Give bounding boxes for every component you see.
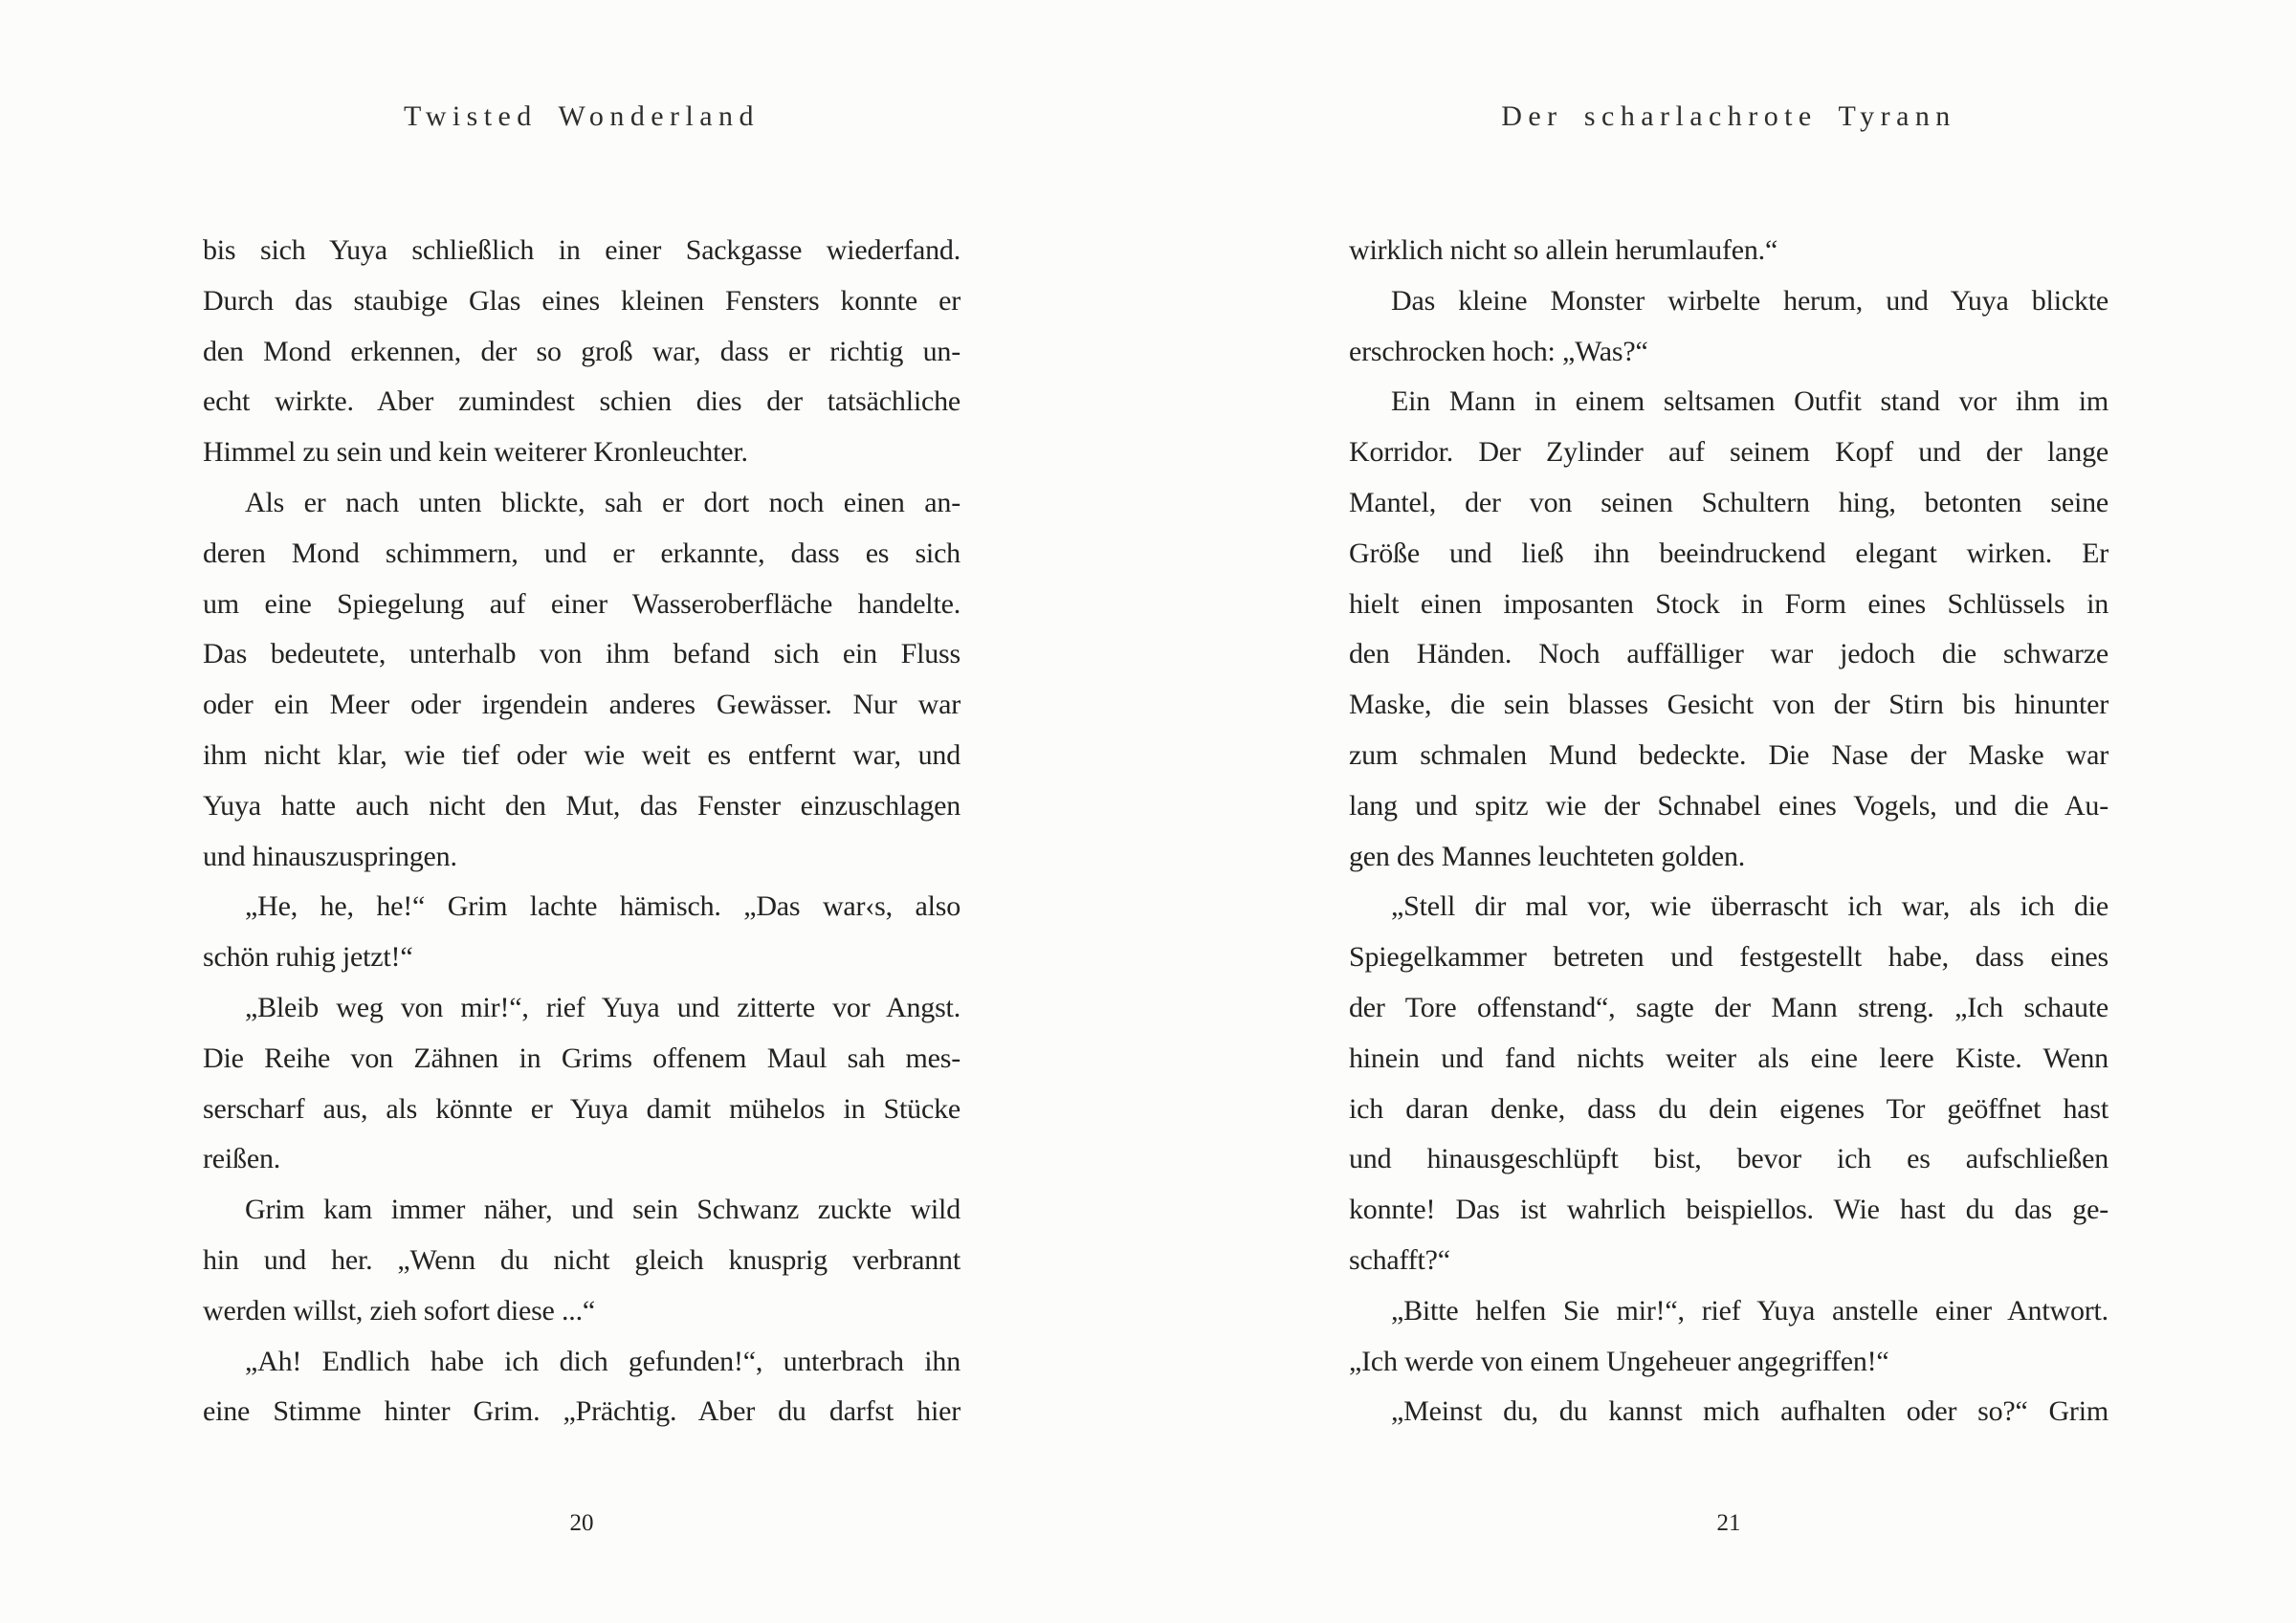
text-line: erschrocken hoch: „Was?“ bbox=[1349, 335, 1648, 367]
text-line: reißen. bbox=[203, 1143, 281, 1175]
text-line: „Bleib weg von mir!“, rief Yuya und zitterte vor Angst. bbox=[245, 991, 960, 1023]
text-line: den Händen. Noch auffälliger war jedoch die schwarze bbox=[1349, 638, 2108, 670]
text-line: Größe und ließ ihn beeindruckend elegant wirken. Er bbox=[1349, 537, 2108, 569]
text-line: Ein Mann in einem seltsamen Outfit stand vor ihm im bbox=[1391, 385, 2108, 418]
text-line: hielt einen imposanten Stock in Form eines Schlüssels in bbox=[1349, 587, 2108, 620]
text-line: Korridor. Der Zylinder auf seinem Kopf und der lange bbox=[1349, 436, 2108, 469]
text-block-left bbox=[203, 226, 960, 1437]
page-number-right: 21 bbox=[1716, 1510, 1741, 1536]
text-line: hinein und fand nichts weiter als eine leere Kiste. Wenn bbox=[1349, 1042, 2108, 1074]
text-line: Grim kam immer näher, und sein Schwanz zuckte wild bbox=[245, 1194, 960, 1226]
text-line: um eine Spiegelung auf einer Wasseroberfläche handelte. bbox=[203, 587, 960, 620]
text-line: den Mond erkennen, der so groß war, dass er richtig un- bbox=[203, 335, 960, 367]
text-line: hin und her. „Wenn du nicht gleich knusprig verbrannt bbox=[203, 1243, 960, 1276]
text-line: zum schmalen Mund bedeckte. Die Nase der Maske war bbox=[1349, 738, 2108, 771]
text-line: Spiegelkammer betreten und festgestellt habe, dass eines bbox=[1349, 941, 2108, 974]
text-line: Mantel, der von seinen Schultern hing, betonten seine bbox=[1349, 486, 2108, 518]
text-line: und hinauszuspringen. bbox=[203, 840, 457, 872]
text-line: ihm nicht klar, wie tief oder wie weit es entfernt war, und bbox=[203, 738, 960, 771]
text-line: Maske, die sein blasses Gesicht von der Stirn bis hinunter bbox=[1349, 689, 2108, 721]
text-line: Das bedeutete, unterhalb von ihm befand sich ein Fluss bbox=[203, 638, 960, 670]
text-line: und hinausgeschlüpft bist, bevor ich es aufschließen bbox=[1349, 1143, 2108, 1175]
text-line: Als er nach unten blickte, sah er dort noch einen an- bbox=[245, 486, 960, 518]
text-line: gen des Mannes leuchteten golden. bbox=[1349, 840, 1746, 872]
text-line: schön ruhig jetzt!“ bbox=[203, 941, 413, 974]
text-line: „He, he, he!“ Grim lachte hämisch. „Das war‹s, also bbox=[245, 890, 960, 923]
text-line: der Tore offenstand“, sagte der Mann streng. „Ich schaute bbox=[1349, 991, 2108, 1023]
text-line: ich daran denke, dass du dein eigenes Tor geöffnet hast bbox=[1349, 1092, 2108, 1125]
text-line: Das kleine Monster wirbelte herum, und Yuya blickte bbox=[1391, 284, 2108, 317]
text-line: „Stell dir mal vor, wie überrascht ich war, als ich die bbox=[1391, 890, 2108, 923]
text-line: werden willst, zieh sofort diese ...“ bbox=[203, 1294, 595, 1327]
text-block-right bbox=[1349, 226, 2108, 1437]
text-line: „Meinst du, du kannst mich aufhalten oder so?“ Grim bbox=[1391, 1395, 2108, 1428]
text-line: Himmel zu sein und kein weiterer Kronleuchter. bbox=[203, 436, 748, 469]
text-line: wirklich nicht so allein herumlaufen.“ bbox=[1349, 234, 1778, 266]
page-right bbox=[1148, 0, 2296, 1623]
running-head-left: Twisted Wonderland bbox=[404, 100, 760, 132]
text-line: serscharf aus, als könnte er Yuya damit mühelos in Stücke bbox=[203, 1092, 960, 1125]
text-line: Yuya hatte auch nicht den Mut, das Fenster einzuschlagen bbox=[203, 789, 960, 822]
text-line: schafft?“ bbox=[1349, 1243, 1450, 1276]
text-line: Durch das staubige Glas eines kleinen Fensters konnte er bbox=[203, 284, 960, 317]
text-line: echt wirkte. Aber zumindest schien dies der tatsächliche bbox=[203, 385, 960, 418]
text-line: „Ich werde von einem Ungeheuer angegriffen!“ bbox=[1349, 1345, 1889, 1377]
text-line: lang und spitz wie der Schnabel eines Vogels, und die Au- bbox=[1349, 789, 2108, 822]
page-number-left: 20 bbox=[569, 1510, 594, 1536]
running-head-right: Der scharlachrote Tyrann bbox=[1501, 100, 1956, 132]
text-line: „Ah! Endlich habe ich dich gefunden!“, unterbrach ihn bbox=[245, 1345, 960, 1377]
text-line: oder ein Meer oder irgendein anderes Gewässer. Nur war bbox=[203, 689, 960, 721]
text-line: deren Mond schimmern, und er erkannte, dass es sich bbox=[203, 537, 960, 569]
text-line: eine Stimme hinter Grim. „Prächtig. Aber du darfst hier bbox=[203, 1395, 960, 1428]
text-line: Die Reihe von Zähnen in Grims offenem Maul sah mes- bbox=[203, 1042, 960, 1074]
text-line: konnte! Das ist wahrlich beispiellos. Wie hast du das ge- bbox=[1349, 1194, 2108, 1226]
text-line: „Bitte helfen Sie mir!“, rief Yuya anstelle einer Antwort. bbox=[1391, 1294, 2108, 1327]
text-line: bis sich Yuya schließlich in einer Sackgasse wiederfand. bbox=[203, 234, 960, 266]
